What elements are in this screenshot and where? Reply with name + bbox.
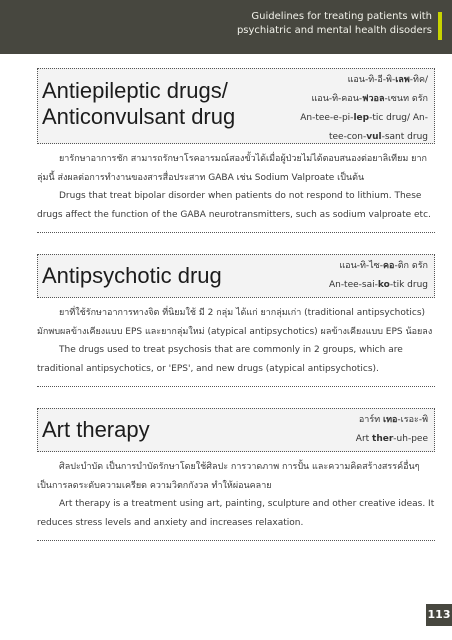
- description-thai: ยารักษาอาการชัก สามารถรักษาโรคอารมณ์สองขั้วได้เมื่อผู้ป่วยไม่ได้ตอบสนองต่อยาลิเทียม ยากลุ่มนี้ ส่งผลต่อการทำงานของสารสื่อประสาท GABA เช่น Sodium Valproate เป็นต้น: [37, 154, 427, 183]
- description-thai: ศิลปะบำบัด เป็นการบำบัดรักษาโดยใช้ศิลปะ การวาดภาพ การปั้น และความคิดสร้างสรรค์อื่นๆ เป็นการลดระดับความเครียด ความวิตกกังวล ทำให้ผ่อนคลาย: [37, 462, 420, 491]
- term-title: [42, 78, 235, 130]
- term-title-line: Antiepileptic drugs/: [42, 78, 228, 103]
- pron-eng-line: Art ther-uh-pee: [355, 434, 428, 444]
- term-title: [42, 417, 150, 443]
- term-description: [37, 150, 435, 233]
- description-thai: ยาที่ใช้รักษาอาการทางจิต ที่นิยมใช้ มี 2 กลุ่ม ได้แก่ ยากลุ่มเก่า (traditional antipsychotics) มักพบผลข้างเคียงแบบ EPS และยากลุ่มใหม่ (atypical antipsychotics) ผลข้างเคียงแบบ EPS น้อยลง: [37, 308, 433, 337]
- pron-thai-line: แอน-ทิ-ไซ-คอ-ติก ดรัก: [339, 261, 428, 271]
- stressed-syllable: คอ: [383, 261, 395, 271]
- term-pronunciation: [329, 257, 428, 295]
- page-number: 113: [426, 604, 452, 626]
- pron-thai-line: แอน-ทิ-อี-พิ-เลพ-ทิค/: [347, 75, 428, 85]
- header-title-line2: psychiatric and mental health disoders: [236, 25, 432, 36]
- description-english: Drugs that treat bipolar disorder when patients do not respond to lithium. These drugs affect the function of the GABA neurotransmitters, such as sodium valproate etc.: [37, 191, 431, 220]
- term-description: [37, 304, 435, 387]
- pron-eng-line: An-tee-e-pi-lep-tic drug/ An-: [300, 113, 428, 123]
- stressed-syllable: ko: [377, 280, 390, 290]
- term-box-art-therapy: [37, 408, 435, 452]
- description-english: The drugs used to treat psychosis that are commonly in 2 groups, which are traditional antipsychotics, or 'EPS', and new drugs (atypical antipsychotics).: [37, 345, 403, 374]
- term-title-line: Anticonvulsant drug: [42, 104, 236, 129]
- pron-eng-line: An-tee-sai-ko-tik drug: [328, 280, 428, 290]
- description-english: Art therapy is a treatment using art, painting, sculpture and other creative ideas. It reduces stress levels and anxiety and increases relaxation.: [37, 499, 435, 528]
- term-title-line: Antipsychotic drug: [42, 263, 222, 288]
- stressed-syllable: ฟวอล: [362, 94, 385, 104]
- header-title: [237, 10, 432, 38]
- term-title: [42, 263, 222, 289]
- stressed-syllable: ther: [372, 434, 394, 444]
- pron-thai-line: แอน-ทิ-คอน-ฟวอล-เซนท ดรัก: [311, 94, 428, 104]
- pron-thai-line: อาร์ท เทอ-เรอะ-พิ: [358, 415, 428, 425]
- header-title-line1: Guidelines for treating patients with: [251, 11, 432, 22]
- stressed-syllable: vul: [366, 132, 382, 142]
- stressed-syllable: lep: [353, 113, 370, 123]
- stressed-syllable: เลพ: [395, 75, 410, 85]
- term-pronunciation: [300, 71, 428, 147]
- header-accent-bar: [438, 12, 442, 40]
- term-pronunciation: [356, 411, 428, 449]
- header-bar: [0, 0, 452, 54]
- stressed-syllable: เทอ: [383, 415, 398, 425]
- term-title-line: Art therapy: [42, 417, 150, 442]
- term-box-antiepileptic: [37, 68, 435, 144]
- term-description: [37, 458, 435, 541]
- term-box-antipsychotic: [37, 254, 435, 298]
- pron-eng-line: tee-con-vul-sant drug: [328, 132, 428, 142]
